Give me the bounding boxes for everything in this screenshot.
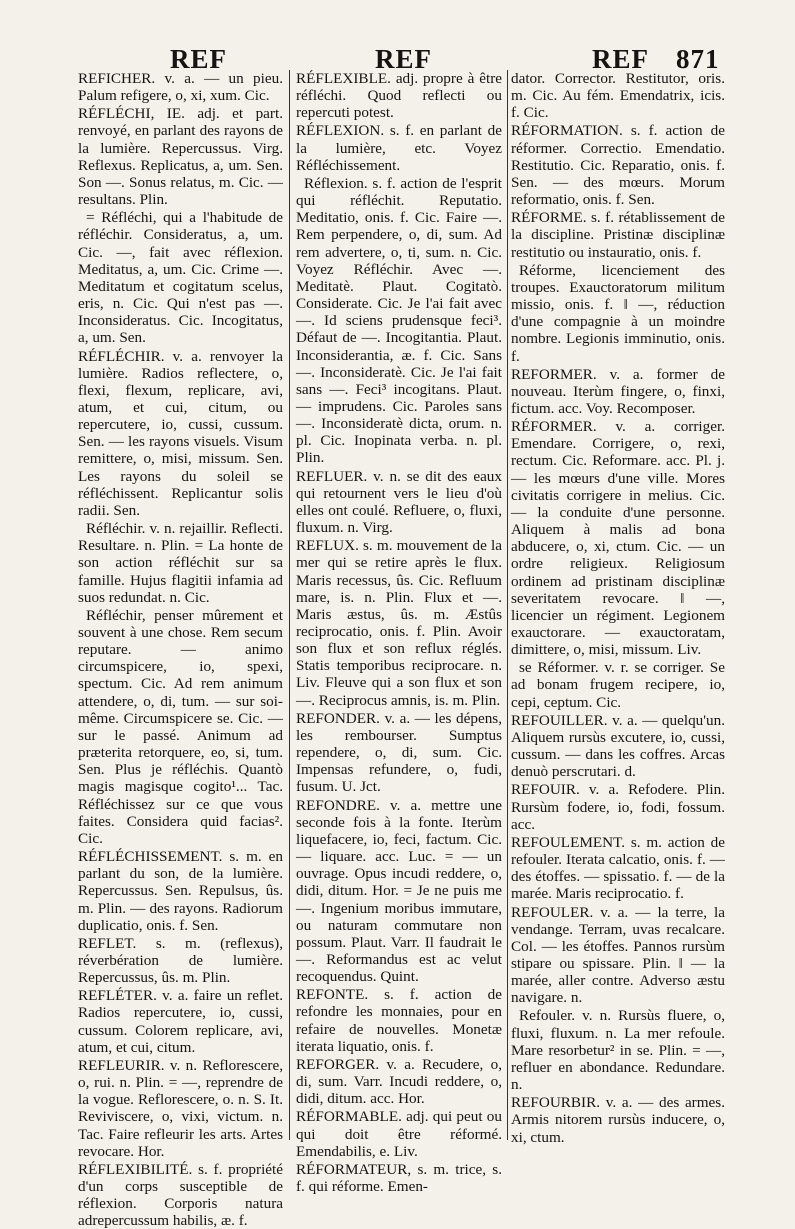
dictionary-entry: REFOUIR. v. a. Refodere. Plin. Rursùm fodere, io, fodi, fossum. acc. xyxy=(511,781,725,833)
dictionary-entry: REFLÉTER. v. a. faire un reflet. Radios repercutere, io, cussi, cussum. Colorem replicare, avi, atum, et cui, citum. xyxy=(78,987,283,1056)
dictionary-entry: REFONTE. s. f. action de refondre les monnaies, pour en refaire de nouvelles. Monetæ iterata liquatio, onis. f. xyxy=(296,986,502,1055)
dictionary-entry: RÉFLÉCHI, IE. adj. et part. renvoyé, en parlant des rayons de la lumière. Repercussus. Virg. Reflexus. Replicatus, a, um. Sen. Son —. Sonus relatus, m. Cic. — resultans. Plin. xyxy=(78,105,283,209)
dictionary-entry: REFOURBIR. v. a. — des armes. Armis nitorem rursùs inducere, o, xi, ctum. xyxy=(511,1094,725,1146)
dictionary-entry: REFICHER. v. a. — un pieu. Palum refigere, o, xi, xum. Cic. xyxy=(78,70,283,105)
running-head-right: REF xyxy=(592,44,649,74)
dictionary-entry: REFOULEMENT. s. m. action de refouler. Iterata calcatio, onis. f. — des étoffes. — spissatio. f. — de la marée. Maris reciprocatio. f. xyxy=(511,833,725,903)
dictionary-entry: RÉFORMER. v. a. corriger. Emendare. Corrigere, o, rexi, rectum. Cic. Reformare. acc. Pl. j. — les mœurs d'une ville. Mores civitatis corrigere in melius. Cic. — la conduite d'une personne. Aliquem à malis ad bona abducere, o, xi, ctum. Cic. — un ordre religieux. Religiosum ordinem ad pristinam disciplinæ severitatem revocare. ‖ —, licencier un régiment. Legionem exauctorare. — exauctoratam, dimittere, o, misi, missum. Liv. xyxy=(511,418,725,659)
dictionary-entry: REFOUILLER. v. a. — quelqu'un. Aliquem rursùs excutere, io, cussi, cussum. — dans les coffres. Arcas denuò perscrutari. d. xyxy=(511,711,725,781)
dictionary-entry: RÉFLEXIBLE. adj. propre à être réfléchi. Quod reflecti ou repercuti potest. xyxy=(296,70,502,122)
dictionary-entry: REFONDER. v. a. — les dépens, les rembourser. Sumptus rependere, o, di, sum. Cic. Impensas refundere, o, fudi, fusum. U. Jct. xyxy=(296,709,502,796)
dictionary-column-3 xyxy=(511,70,725,1150)
dictionary-entry: REFORMER. v. a. former de nouveau. Iterùm fingere, o, finxi, fictum. acc. Voy. Recomposer. xyxy=(511,365,725,417)
dictionary-entry: Refouler. v. n. Rursùs fluere, o, fluxi, fluxum. n. La mer refoule. Mare resorbetur² in se. Plin. = —, refluer en abondance. Redundare. n. xyxy=(511,1007,725,1094)
dictionary-entry: RÉFLEXION. s. f. en parlant de la lumière, etc. Voyez Réfléchissement. xyxy=(296,122,502,174)
dictionary-entry: REFLUX. s. m. mouvement de la mer qui se retire après le flux. Maris recessus, ûs. Cic. Refluum mare, is. n. Plin. Flux et —. Maris æstus, ûs. m. Æstûs reciprocatio, onis. f. Plin. Avoir son flux et son reflux réglés. Statis temporibus reciprocare. n. Liv. Fleuve qui a son flux et son —. Reciprocus amnis, is. m. Plin. xyxy=(296,537,502,709)
dictionary-entry: RÉFORME. s. f. rétablissement de la discipline. Pristinæ disciplinæ restitutio ou instauratio, onis. f. xyxy=(511,209,725,261)
dictionary-entry: dator. Corrector. Restitutor, oris. m. Cic. Au fém. Emendatrix, icis. f. Cic. xyxy=(511,70,725,122)
column-divider xyxy=(507,70,508,1140)
dictionary-entry: REFLEURIR. v. n. Reflorescere, o, rui. n. Plin. = —, reprendre de la vogue. Reflorescere, o. n. S. It. Reviviscere, o, vixi, victum. n. Tac. Faire refleurir les arts. Artes revocare. Hor. xyxy=(78,1056,283,1160)
dictionary-entry: REFONDRE. v. a. mettre une seconde fois à la fonte. Iterùm liquefacere, io, feci, factum. Cic. — liquare. acc. Luc. = — un ouvrage. Opus incudi reddere, o, didi, ditum. Hor. = Je ne puis me —. Ingenium moribus immutare, ou naturam commutare non possum. Plaut. Varr. Il faudrait le —. Reformandus est ac velut recoquendus. Quint. xyxy=(296,796,502,986)
dictionary-entry: RÉFORMABLE. adj. qui peut ou qui doit être réformé. Emendabilis, e. Liv. xyxy=(296,1108,502,1160)
dictionary-entry: se Réformer. v. r. se corriger. Se ad bonam frugem recipere, io, cepi, ceptum. Cic. xyxy=(511,659,725,711)
dictionary-column-1 xyxy=(78,70,283,1229)
dictionary-entry: REFLET. s. m. (reflexus), réverbération de lumière. Repercussus, ûs. m. Plin. xyxy=(78,934,283,987)
dictionary-entry: Réfléchir. v. n. rejaillir. Reflecti. Resultare. n. Plin. = La honte de son action réfléchit sur sa famille. Hujus flagitii infamia ad suos redundat. n. Cic. xyxy=(78,520,283,606)
column-divider xyxy=(289,70,290,1140)
dictionary-entry: = Réfléchi, qui a l'habitude de réfléchir. Consideratus, a, um. Cic. —, fait avec réflexion. Meditatus, a, um. Cic. Crime —. Meditatum et cogitatum scelus, eris, n. Cic. Qui n'est pas —. Inconsideratus. Cic. Incogitatus, a, um. Sen. xyxy=(78,209,283,347)
dictionary-entry: RÉFLÉCHISSEMENT. s. m. en parlant du son, de la lumière. Repercussus. Sen. Repulsus, ûs. m. Plin. — des rayons. Radiorum duplicatio, onis. f. Sen. xyxy=(78,848,283,934)
running-head-left: REF xyxy=(170,44,227,74)
dictionary-entry: Réfléchir, penser mûrement et souvent à une chose. Rem secum reputare. — animo circumspicere, io, spexi, spectum. Cic. Ad rem animum attendere, o, di, tum. — sur soi-même. Circumspicere se. Cic. — sur le passé. Animum ad præterita retorquere, eo, si, tum. Sen. Plus je réfléchis. Quantò magis magisque cogito¹... Tac. Réfléchissez sur ce que vous faites. Considera quid facias². Cic. xyxy=(78,606,283,847)
dictionary-entry: RÉFLÉCHIR. v. a. renvoyer la lumière. Radios reflectere, o, flexi, flexum, replicare, avi, atum, et cui, citum, ou repercutere, io, cussi, cussum. Sen. — les rayons visuels. Visum remittere, o, misi, missum. Sen. Les rayons du soleil se réfléchissent. Replicantur solis radii. Sen. xyxy=(78,347,283,519)
dictionary-entry: RÉFLEXIBILITÉ. s. f. propriété d'un corps susceptible de réflexion. Corporis natura adrepercussum habilis, æ. f. xyxy=(78,1160,283,1229)
dictionary-entry: REFORGER. v. a. Recudere, o, di, sum. Varr. Incudi reddere, o, didi, ditum. acc. Hor. xyxy=(296,1055,502,1108)
running-head-center: REF xyxy=(375,44,432,74)
dictionary-entry: Réflexion. s. f. action de l'esprit qui réfléchit. Reputatio. Meditatio, onis. f. Cic. Faire —. Rem perpendere, o, di, sum. Ad rem advertere, o, ti, sum. n. Cic. Voyez Réfléchir. Avec —. Meditatè. Plaut. Cogitatò. Considerate. Cic. Je l'ai fait avec —. Id sciens prudensque feci³. Défaut de —. Incogitantia. Plaut. Inconsiderantia, æ. f. Cic. Sans —. Inconsideratè. Cic. Je l'ai fait sans —. Feci³ incogitans. Plaut. — imprudens. Cic. Paroles sans —. Inconsideratè dicta, orum. n. pl. Cic. Inopinata verba. n. pl. Plin. xyxy=(296,174,502,467)
dictionary-entry: REFOULER. v. a. — la terre, la vendange. Terram, uvas recalcare. Col. — les étoffes. Pannos rursùm stipare ou spissare. Plin. ‖ — la marée, aller contre. Adverso æstu navigare. n. xyxy=(511,903,725,1007)
dictionary-entry: REFLUER. v. n. se dit des eaux qui retournent vers le lieu d'où elles ont coulé. Refluere, o, fluxi, fluxum. n. Virg. xyxy=(296,467,502,537)
page-number: 871 xyxy=(676,44,720,74)
dictionary-column-2 xyxy=(296,70,502,1195)
dictionary-entry: Réforme, licenciement des troupes. Exauctoratorum militum missio, onis. f. ‖ —, réduction d'une compagnie à un moindre nombre. Legionis imminutio, onis. f. xyxy=(511,261,725,365)
dictionary-entry: RÉFORMATEUR, s. m. trice, s. f. qui réforme. Emen- xyxy=(296,1160,502,1195)
dictionary-entry: RÉFORMATION. s. f. action de réformer. Correctio. Emendatio. Restitutio. Cic. Reparatio, onis. f. Sen. — des mœurs. Morum reformatio, onis. f. Sen. xyxy=(511,122,725,209)
